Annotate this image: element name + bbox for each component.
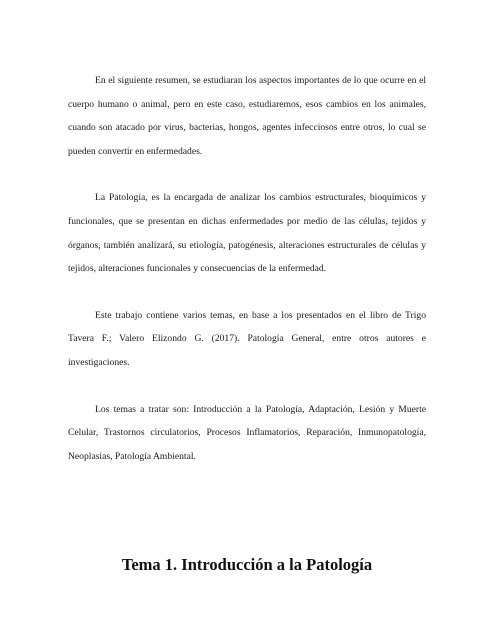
paragraph-sources: Este trabajo contiene varios temas, en base a los presentados en el libro de Trigo Tavera F.; Valero Elizondo G. (2017). Patología General, entre otros autores e investigaciones. [68, 309, 426, 368]
paragraph-topics: Los temas a tratar son: Introducción a la Patología, Adaptación, Lesión y Muerte Celular, Trastornos circulatorios, Procesos Inflamatorios, Reparación, Inmunopatología, Neoplasias, Patología Ambiental. [68, 403, 426, 462]
paragraph-pathology-definition: La Patología, es la encargada de analizar los cambios estructurales, bioquímicos y funcionales, que se presentan en dichas enfermedades por medio de las células, tejidos y órganos, también analizará, su etiología, patogénesis, alteraciones estructurales de células y tejidos, alteraciones funcionales y consecuencias de la enfermedad. [68, 192, 426, 275]
section-heading: Tema 1. Introducción a la Patología [121, 555, 373, 574]
document-body [68, 69, 426, 491]
paragraph-introduction: En el siguiente resumen, se estudiaran los aspectos importantes de lo que ocurre en el cuerpo humano o animal, pero en este caso, estudiaremos, esos cambios en los animales, cuando son atacado por virus, bacterias, hongos, agentes infecciosos entre otros, lo cual se pueden convertir en enfermedades. [68, 75, 426, 157]
